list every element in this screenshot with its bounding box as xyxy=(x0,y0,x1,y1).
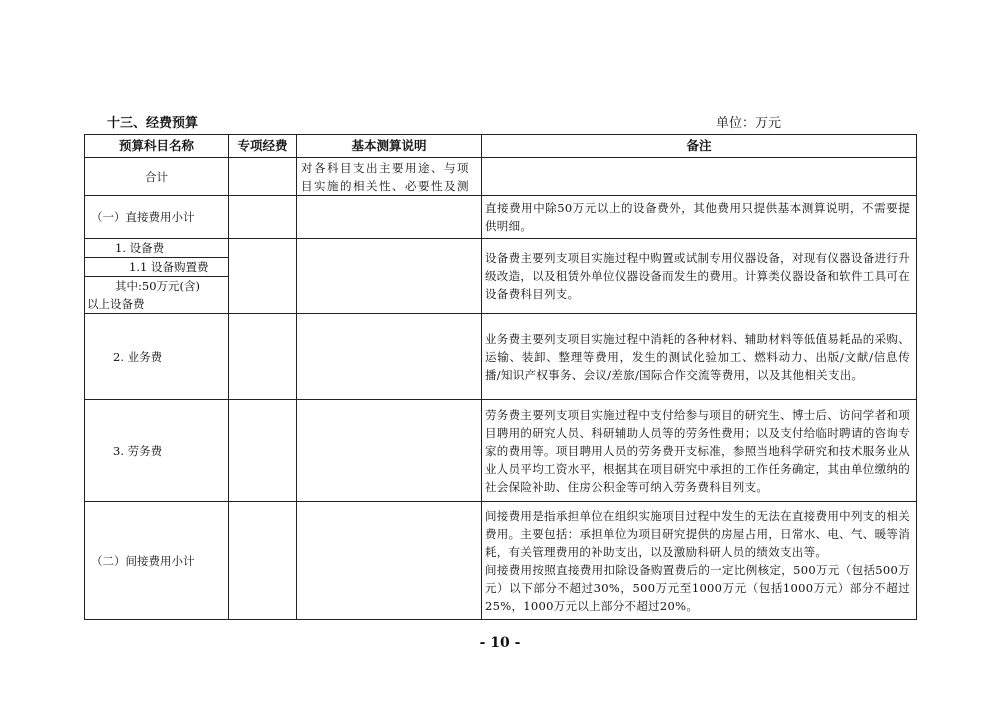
equipment-purchase-name: 1.1 设备购置费 xyxy=(85,258,229,277)
business-note: 业务费主要列支项目实施过程中消耗的各种材料、辅助材料等低值易耗品的采购、运输、装卸、整理等费用，发生的测试化验加工、燃料动力、出版/文献/信息传播/知识产权事务、会议/差旅/国际合作交流等费用，以及其他相关支出。 xyxy=(482,314,917,400)
labor-funds xyxy=(229,400,297,502)
unit-label: 单位：万元 xyxy=(716,116,782,131)
budget-table xyxy=(84,134,917,620)
total-row-name: 合计 xyxy=(85,158,229,196)
table-row xyxy=(85,400,917,502)
indirect-cost-note xyxy=(482,502,917,620)
indirect-cost-explanation xyxy=(297,502,482,620)
equipment-note: 设备费主要列支项目实施过程中购置或试制专用仪器设备，对现有仪器设备进行升级改造，以及租赁外单位仪器设备而发生的费用。计算类仪器设备和软件工具可在设备费科目列支。 xyxy=(482,239,917,314)
table-row xyxy=(85,314,917,400)
table-row xyxy=(85,158,917,196)
indirect-cost-name: （二）间接费用小计 xyxy=(85,502,229,620)
equipment-over50-name xyxy=(85,277,229,314)
header-basic-explanation: 基本测算说明 xyxy=(297,135,482,158)
business-name: 2. 业务费 xyxy=(85,314,229,400)
indirect-cost-funds xyxy=(229,502,297,620)
equipment-funds xyxy=(229,239,297,314)
labor-note: 劳务费主要列支项目实施过程中支付给参与项目的研究生、博士后、访问学者和项目聘用的研究人员、科研辅助人员等的劳务性费用；以及支付给临时聘请的咨询专家的费用等。项目聘用人员的劳务费开支标准，参照当地科学研究和技术服务业从业人员平均工资水平，根据其在项目研究中承担的工作任务确定，其由单位缴纳的社会保险补助、住房公积金等可纳入劳务费科目列支。 xyxy=(482,400,917,502)
total-row-explanation: 对各科目支出主要用途、与项目实施的相关性、必要性及测 xyxy=(297,158,482,196)
table-row xyxy=(85,239,917,258)
table-row xyxy=(85,502,917,620)
header-special-funds: 专项经费 xyxy=(229,135,297,158)
page-number: - 10 - xyxy=(479,635,521,651)
equipment-over50-line1: 其中:50万元(含) xyxy=(115,279,200,293)
direct-cost-funds xyxy=(229,196,297,239)
table-header-row xyxy=(85,135,917,158)
business-funds xyxy=(229,314,297,400)
total-row-note xyxy=(482,158,917,196)
direct-cost-explanation xyxy=(297,196,482,239)
table-row xyxy=(85,196,917,239)
indirect-note-paragraph-1: 间接费用是指承担单位在组织实施项目过程中发生的无法在直接费用中列支的相关费用。主要包括：承担单位为项目研究提供的房屋占用，日常水、电、气、暖等消耗，有关管理费用的补助支出，以及激励科研人员的绩效支出等。 xyxy=(485,508,910,559)
header-subject-name: 预算科目名称 xyxy=(85,135,229,158)
section-heading: 十三、经费预算 xyxy=(107,116,199,131)
header-remarks: 备注 xyxy=(482,135,917,158)
labor-name: 3. 劳务费 xyxy=(85,400,229,502)
labor-explanation xyxy=(297,400,482,502)
direct-cost-name: （一）直接费用小计 xyxy=(85,196,229,239)
business-explanation xyxy=(297,314,482,400)
direct-cost-note: 直接费用中除50万元以上的设备费外，其他费用只提供基本测算说明，不需要提供明细。 xyxy=(482,196,917,239)
total-row-funds xyxy=(229,158,297,196)
equipment-explanation xyxy=(297,239,482,314)
indirect-note-paragraph-2: 间接费用按照直接费用扣除设备购置费后的一定比例核定，500万元（包括500万元）以下部分不超过30%，500万元至1000万元（包括1000万元）部分不超过25%，1000万元以上部分不超过20%。 xyxy=(485,562,910,613)
equipment-over50-line2: 以上设备费 xyxy=(87,297,145,311)
equipment-name: 1. 设备费 xyxy=(85,239,229,258)
